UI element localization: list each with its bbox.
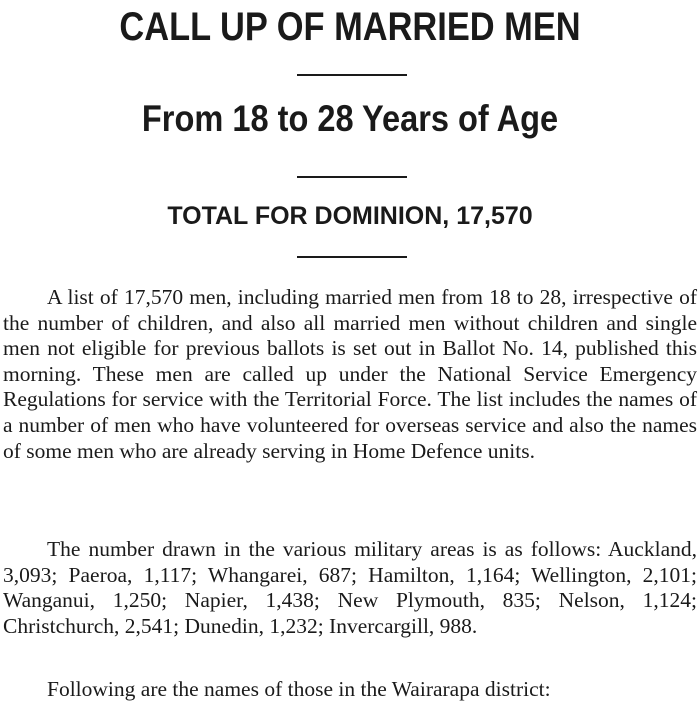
- article-paragraph-areas: The number drawn in the various military areas is as follows: Auckland, 3,093; Paeroa, 1,117; Whangarei, 687; Hamilton, 1,164; Wellington, 2,101; Wanganui, 1,250; Napier, 1,438; New Plymouth, 835; Nelson, 1,124; Christchurch, 2,541; Dunedin, 1,232; Invercargill, 988.: [3, 537, 697, 638]
- article-paragraph-intro: A list of 17,570 men, including married men from 18 to 28, irrespective of the number of children, and also all married men without children and single men not eligible for previous ballots is set out in Ballot No. 14, published this morning. These men are called up under the National Service Emergency Regulations for service with the Territorial Force. The list includes the names of a number of men who have volunteered for overseas service and also the names of some men who are already serving in Home Defence units.: [3, 285, 697, 463]
- divider-rule: [297, 176, 407, 178]
- divider-rule: [297, 256, 407, 258]
- divider-rule: [297, 74, 407, 76]
- article-paragraph-names-lead: Following are the names of those in the Wairarapa district:: [47, 677, 551, 701]
- subheadline: From 18 to 28 Years of Age: [141, 98, 559, 139]
- headline: CALL UP OF MARRIED MEN: [119, 5, 581, 49]
- total-line: TOTAL FOR DOMINION, 17,570: [167, 202, 533, 230]
